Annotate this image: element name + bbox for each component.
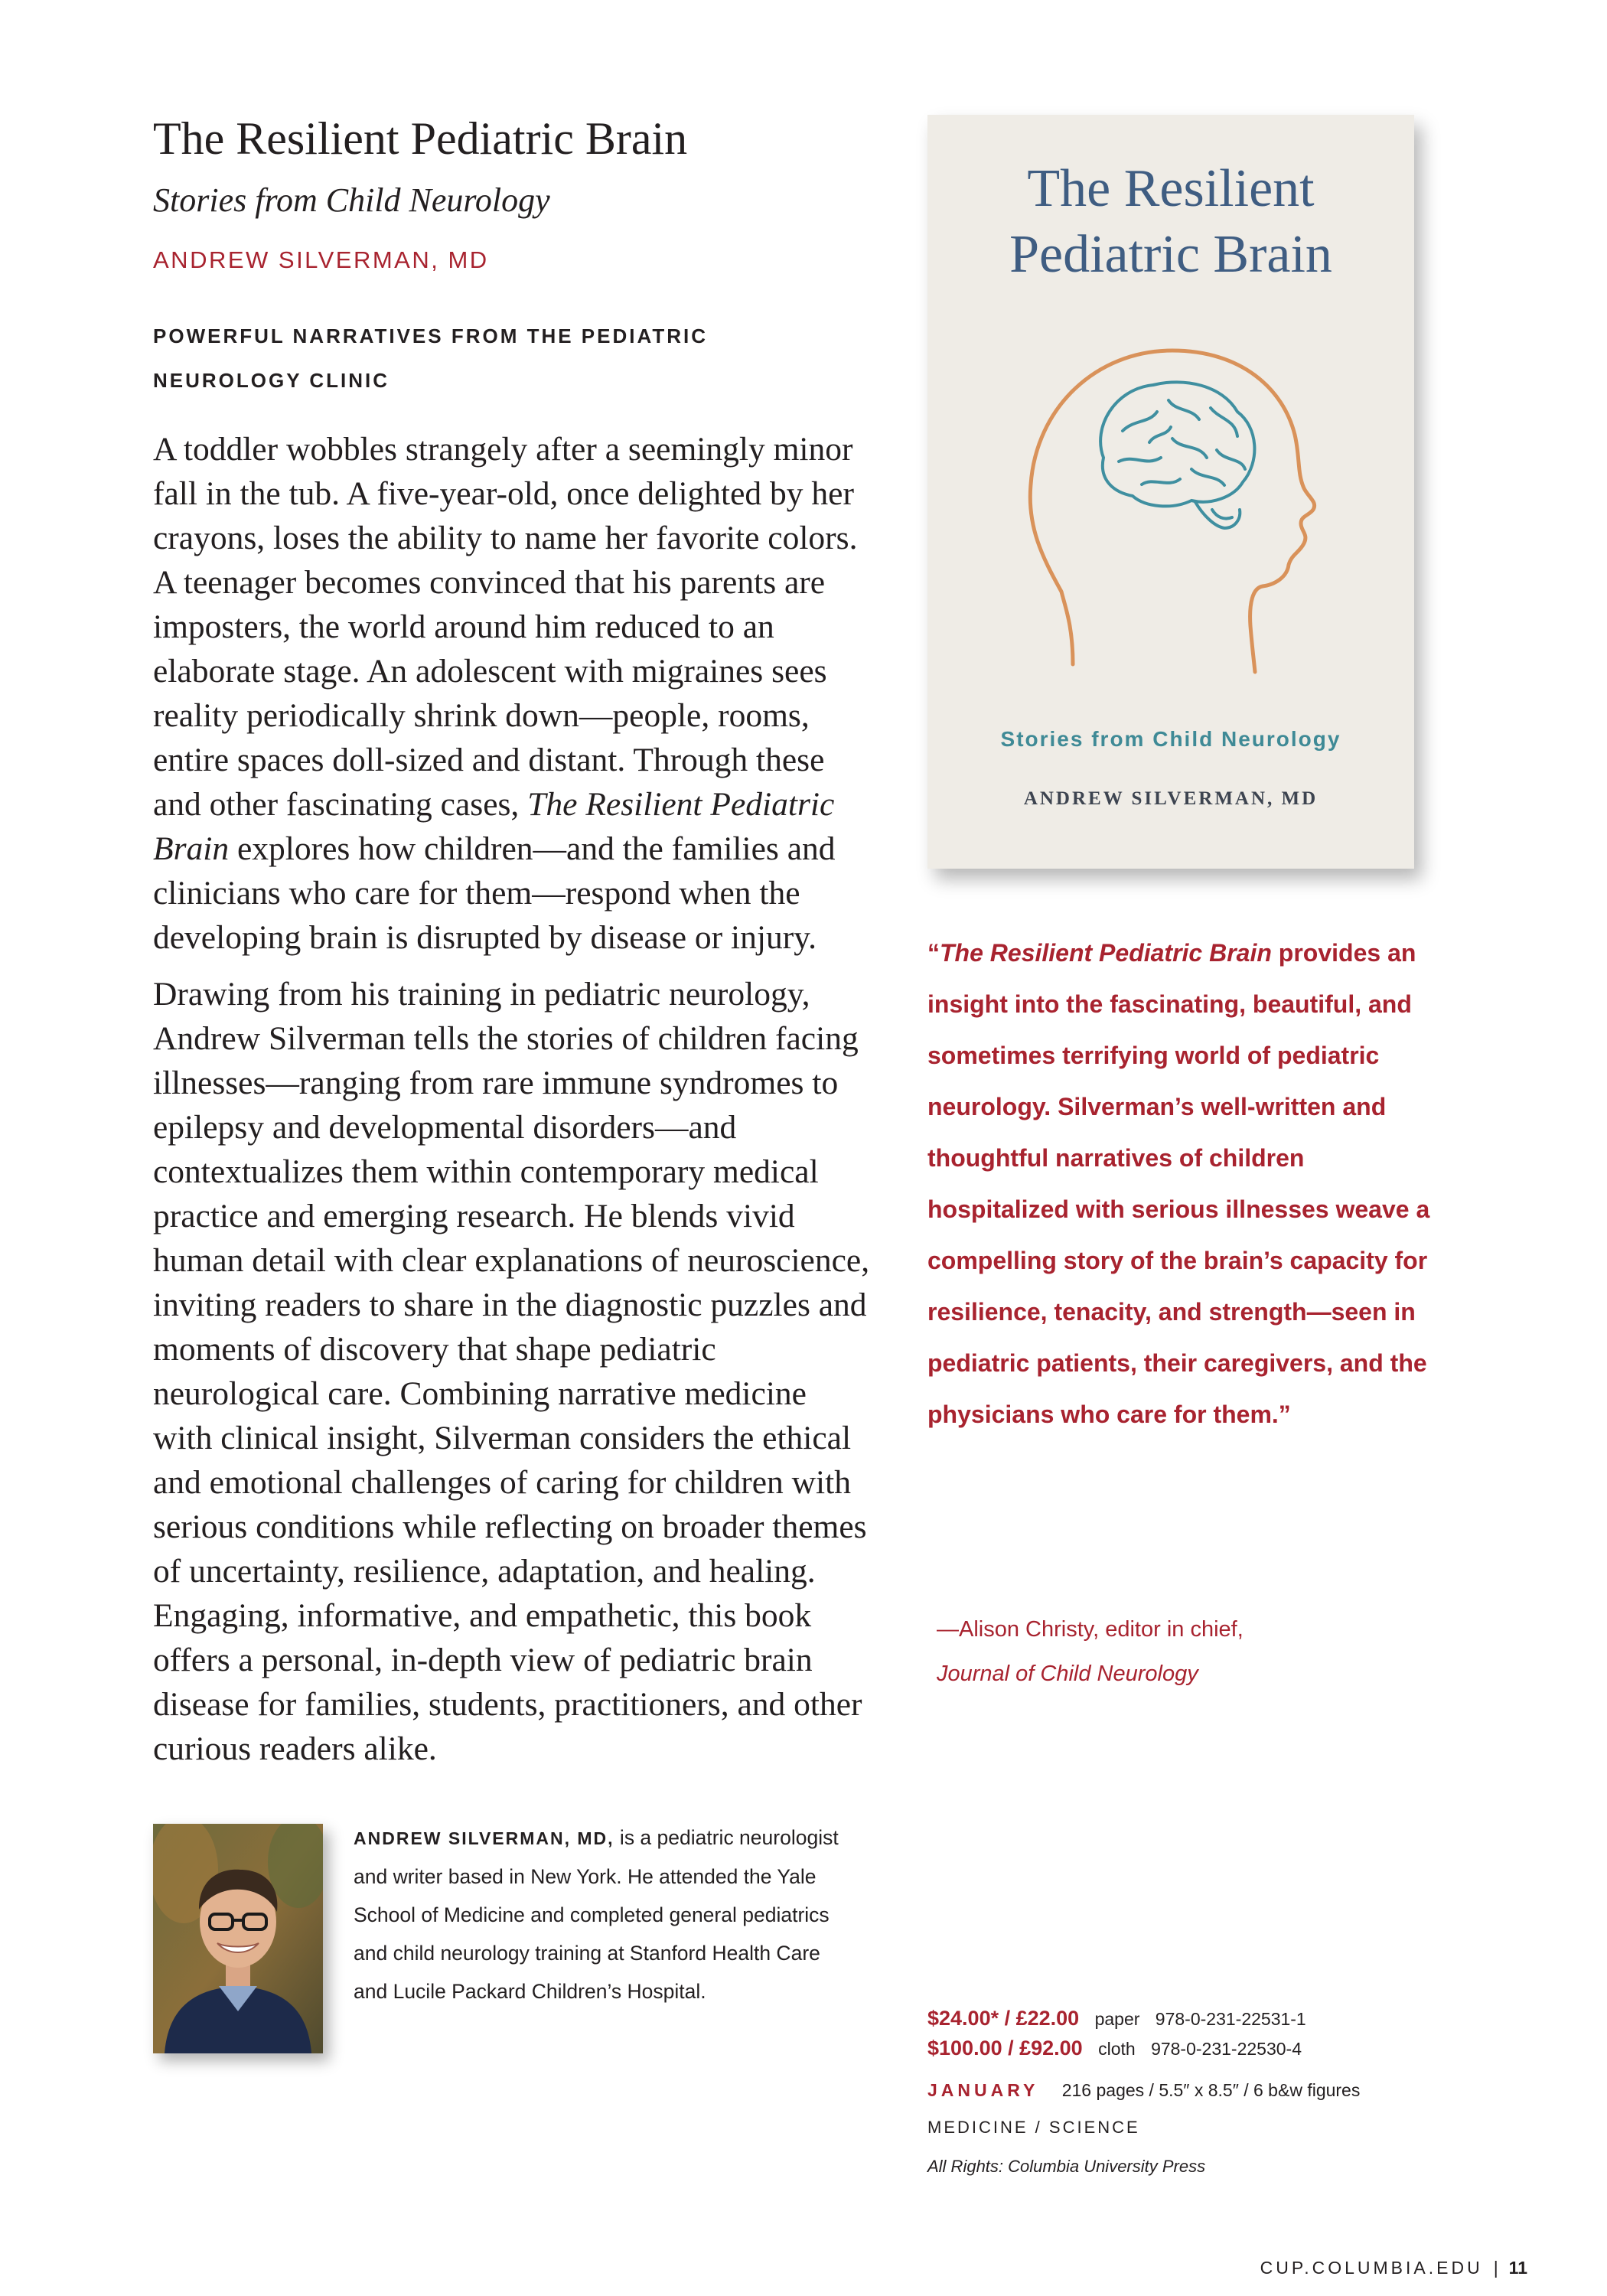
bio-author-name: ANDREW SILVERMAN, MD, — [354, 1828, 614, 1848]
quote-attribution-source: Journal of Child Neurology — [937, 1662, 1198, 1686]
pricing-info — [927, 2004, 1463, 2186]
description-paragraph-2: Drawing from his training in pediatric neurology, Andrew Silverman tells the stories of children facing illnesses—ranging from rare immune syndromes to epilepsy and developmental disorders—and contextualizes them within contemporary medical practice and emerging research. He blends vivid human detail with clear explanations of neuroscience, inviting readers to share in the diagnostic puzzles and moments of discovery that shape pediatric neurological care. Combining narrative medicine with clinical insight, Silverman considers the ethical and emotional challenges of caring for children with serious conditions while reflecting on broader themes of uncertainty, resilience, adaptation, and healing. Engaging, informative, and empathetic, this book offers a personal, in-depth view of pediatric brain disease for families, students, practitioners, and other curious readers alike. — [153, 976, 870, 1767]
price-cloth: $100.00 / £92.00 — [927, 2037, 1083, 2060]
author-portrait-icon — [153, 1824, 323, 2053]
bio-text: is a pediatric neurologist and writer based in New York. He attended the Yale School of Medicine and completed general pediatrics and child neurology training at Stanford Health Care and Lucile Packard Children’s Hospital. — [354, 1826, 839, 2003]
footer-site: CUP.COLUMBIA.EDU — [1260, 2258, 1483, 2278]
price-paper: $24.00* / £22.00 — [927, 2007, 1080, 2030]
quote-text: provides an insight into the fascinating, beautiful, and sometimes terrifying world of pediatric neurology. Silverman’s well-written and thoughtful narratives of children hospitalized with serious illnesses weave a compelling story of the brain’s capacity for resilience, tenacity, and strength—seen in pediatric patients, their caregivers, and the physicians who care for them.” — [927, 939, 1430, 1428]
cover-author: ANDREW SILVERMAN, MD — [1023, 788, 1319, 809]
quote-attribution-name: —Alison Christy, editor in chief, — [937, 1617, 1244, 1642]
isbn-cloth: 978-0-231-22530-4 — [1151, 2039, 1302, 2059]
child-brain-illustration — [1019, 305, 1325, 703]
cover-subtitle: Stories from Child Neurology — [1000, 727, 1341, 751]
quote-open-mark: “ — [927, 939, 940, 967]
isbn-paper: 978-0-231-22531-1 — [1155, 2009, 1306, 2029]
child-head-outline-icon — [1030, 351, 1314, 672]
brain-icon — [1100, 382, 1254, 528]
publication-row — [927, 2073, 1463, 2108]
description-p1-title: The Resilient Pediatric Brain — [153, 786, 835, 867]
format-cloth: cloth — [1098, 2039, 1136, 2059]
book-subtitle: Stories from Child Neurology — [153, 181, 550, 219]
description-p1-part-b: explores how children—and the families and clinicians who care for them—respond when the developing brain is disrupted by disease or injury. — [153, 830, 836, 956]
description-paragraph-1 — [153, 427, 872, 960]
footer-separator: | — [1493, 2258, 1498, 2278]
quote-attribution — [937, 1607, 1442, 1696]
publication-month: JANUARY — [927, 2080, 1039, 2100]
book-rights: All Rights: Columbia University Press — [927, 2157, 1206, 2176]
cover-title — [927, 156, 1414, 288]
book-subjects: MEDICINE / SCIENCE — [927, 2118, 1140, 2137]
page-number: 11 — [1508, 2258, 1527, 2278]
book-description — [153, 427, 872, 1783]
description-p1-part-a: A toddler wobbles strangely after a seemingly minor fall in the tub. A five-year-old, once delighted by her crayons, loses the ability to name her favorite colors. A teenager becomes convinced that his parents are imposters, the world around him reduced to an elaborate stage. An adolescent with migraines sees reality periodically shrink down—people, rooms, entire spaces doll-sized and distant. Through these and other fascinating cases, — [153, 431, 858, 823]
book-cover — [927, 115, 1414, 869]
book-tagline: POWERFUL NARRATIVES FROM THE PEDIATRIC NEUROLOGY CLINIC — [153, 325, 708, 392]
price-row-paper — [927, 2004, 1463, 2033]
book-specs: 216 pages / 5.5″ x 8.5″ / 6 b&w figures — [1061, 2080, 1361, 2100]
endorsement-quote — [927, 928, 1433, 1440]
book-title: The Resilient Pediatric Brain — [153, 113, 688, 164]
format-paper: paper — [1094, 2009, 1140, 2029]
author-photo — [153, 1824, 323, 2053]
author-bio — [354, 1818, 859, 2011]
cover-title-line-1: The Resilient — [1027, 159, 1315, 218]
book-author: ANDREW SILVERMAN, MD — [153, 246, 489, 273]
cover-title-line-2: Pediatric Brain — [1009, 225, 1332, 284]
page-footer — [1260, 2258, 1527, 2278]
quote-book-title: The Resilient Pediatric Brain — [940, 939, 1272, 967]
price-row-cloth — [927, 2033, 1463, 2063]
